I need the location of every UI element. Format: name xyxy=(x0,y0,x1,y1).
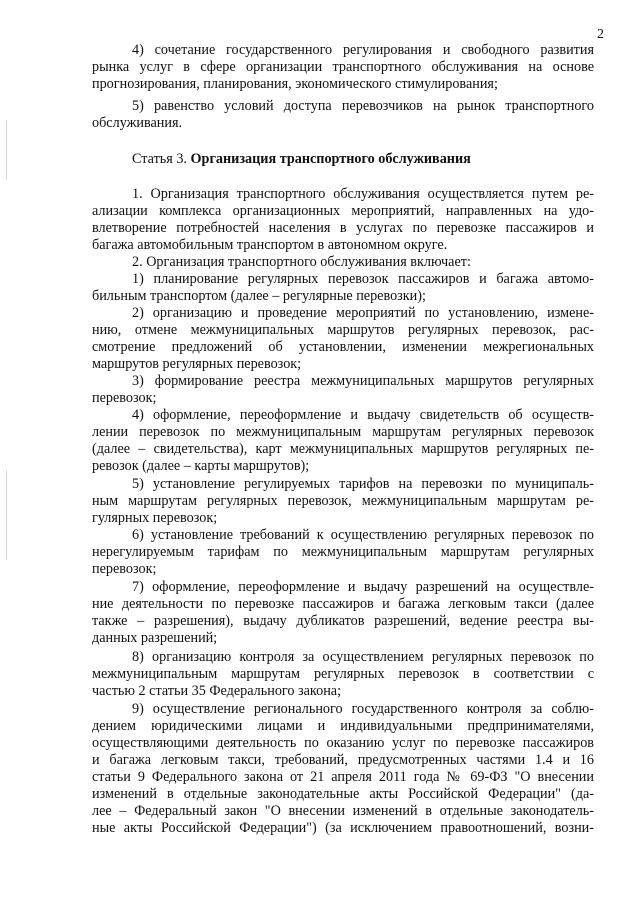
text-line: ние деятельности по перевозке пассажиров и багажа легковым такси (далее xyxy=(92,596,594,612)
text-line: 4) сочетание государственного регулирования и свободного развития xyxy=(132,42,594,58)
text-line: ализации комплекса организационных мероприятий, направленных на удо- xyxy=(92,203,594,219)
text-line: 8) организацию контроля за осуществлением регулярных перевозок по xyxy=(132,649,594,665)
text-line: 5) равенство условий доступа перевозчиков на рынок транспортного xyxy=(132,98,594,114)
text-line: рынка услуг в сфере организации транспортного обслуживания на основе xyxy=(92,59,594,75)
text-line: 2) организацию и проведение мероприятий по установлению, измене- xyxy=(132,305,594,321)
scan-edge-mark xyxy=(6,470,7,560)
text-line: 7) оформление, переоформление и выдачу разрешений на осуществле- xyxy=(132,579,594,595)
text-line: (далее – свидетельства), карт межмуниципальных маршрутов регулярных пе- xyxy=(92,441,594,457)
text-line: обслуживания. xyxy=(92,115,183,131)
text-line: частью 2 статьи 35 Федерального закона; xyxy=(92,683,342,699)
text-line: 2. Организация транспортного обслуживания включает: xyxy=(132,254,471,270)
text-line: ные акты Российской Федерации") (за исключением правоотношений, возни- xyxy=(92,820,594,836)
text-line: также – разрешения), выдачу дубликатов разрешений, ведение реестра вы- xyxy=(92,613,594,629)
text-line: ным маршрутам регулярных перевозок, межмуниципальным маршрутам ре- xyxy=(92,493,594,509)
text-line: межмуниципальным маршрутам регулярных перевозок в соответствии с xyxy=(92,666,594,682)
text-line: влетворение потребностей населения в услугах по перевозке пассажиров и xyxy=(92,220,594,236)
text-line: нию, отмене межмуниципальных маршрутов регулярных перевозок, рас- xyxy=(92,322,594,338)
text-line: 1) планирование регулярных перевозок пассажиров и багажа автомо- xyxy=(132,271,594,287)
text-line: бильным транспортом (далее – регулярные перевозки); xyxy=(92,288,426,304)
text-line: гулярных перевозок; xyxy=(92,510,218,526)
text-line: ревозок (далее – карты маршрутов); xyxy=(92,458,310,474)
text-line: осуществляющими деятельность по оказанию услуг по перевозке пассажиров xyxy=(92,735,594,751)
text-line: данных разрешений; xyxy=(92,630,218,646)
page-number: 2 xyxy=(597,27,604,42)
text-line: дением юридическими лицами и индивидуальными предпринимателями, xyxy=(92,718,594,734)
article-heading-prefix: Статья 3. xyxy=(132,151,187,167)
text-line: 5) установление регулируемых тарифов на перевозки по муниципаль- xyxy=(132,476,594,492)
text-line: изменений в отдельные законодательные акты Российской Федерации" (да- xyxy=(92,786,594,802)
text-line: прогнозирования, планирования, экономического стимулирования; xyxy=(92,76,498,92)
text-line: 3) формирование реестра межмуниципальных маршрутов регулярных xyxy=(132,373,594,389)
text-line: статьи 9 Федерального закона от 21 апреля 2011 года № 69-ФЗ "О внесении xyxy=(92,769,594,785)
scan-edge-mark xyxy=(6,120,7,180)
text-line: маршрутов регулярных перевозок; xyxy=(92,356,302,372)
text-line: нерегулируемым тарифам по межмуниципальным маршрутам регулярных xyxy=(92,544,594,560)
text-line: смотрение предложений об установлении, изменении межрегиональных xyxy=(92,339,594,355)
text-line: 4) оформление, переоформление и выдачу свидетельств об осуществ- xyxy=(132,407,594,423)
text-line: 9) осуществление регионального государственного контроля за соблю- xyxy=(132,701,594,717)
article-heading-title: Организация транспортного обслуживания xyxy=(190,151,471,167)
text-line: лении перевозок по межмуниципальным маршрутам регулярных перевозок xyxy=(92,424,594,440)
text-line: багажа автомобильным транспортом в автономном округе. xyxy=(92,237,448,253)
article-heading xyxy=(132,151,471,168)
text-line: лее – Федеральный закон "О внесении изменений в отдельные законодатель- xyxy=(92,803,594,819)
text-line: 1. Организация транспортного обслуживания осуществляется путем ре- xyxy=(132,186,594,202)
text-line: 6) установление требований к осуществлению регулярных перевозок по xyxy=(132,527,594,543)
text-line: перевозок; xyxy=(92,390,157,406)
text-line: перевозок; xyxy=(92,561,157,577)
text-line: и багажа легковым такси, требований, предусмотренных частями 1.4 и 16 xyxy=(92,752,594,768)
